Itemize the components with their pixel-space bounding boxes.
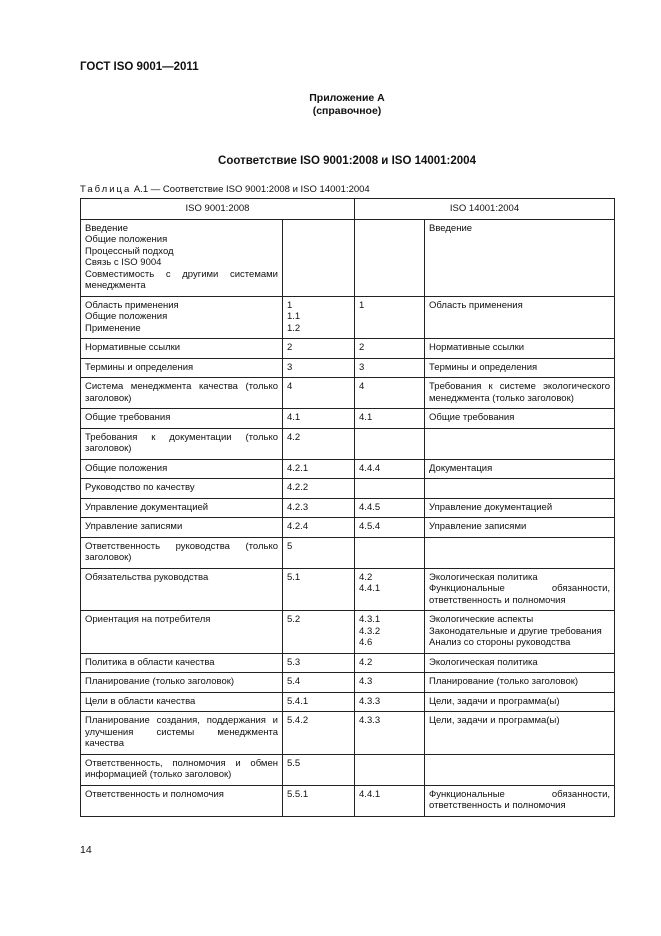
iso-14001-clause-cell [355,568,425,611]
iso-9001-section-line: Область применения [85,299,179,311]
table-caption-label: Таблица [80,184,132,195]
header-iso-9001: ISO 9001:2008 [81,199,355,220]
iso-14001-section-line: Функциональные обязанности, ответственность и полномочия [429,583,611,606]
iso-14001-section-line: Анализ со стороны руководства [429,637,571,648]
table-row [81,611,615,654]
iso-9001-section-line: Совместимость с другими системами менеджмента [85,268,278,291]
iso-9001-clause-cell [283,498,355,518]
table-row [81,653,615,673]
iso-14001-section-line: Область применения [429,299,523,311]
iso-14001-clause-line: 4.1 [359,412,373,423]
iso-9001-section-line: Введение [85,222,129,234]
iso-9001-clause-line: 4.2.4 [287,521,309,532]
iso-14001-section-line: Общие требования [429,412,515,423]
appendix-subtitle: (справочное) [312,105,382,117]
iso-14001-clause-cell [355,785,425,816]
table-row [81,537,615,568]
iso-9001-clause-line: 4.2 [287,431,301,443]
table-row [81,754,615,785]
iso-9001-clause-line: 4.2.3 [287,501,309,513]
table-row [81,339,615,359]
iso-14001-section-cell [425,219,615,296]
iso-9001-section-cell [81,692,283,712]
iso-14001-clause-line: 4.3.3 [359,715,381,726]
iso-14001-section-cell [425,378,615,409]
iso-9001-clause-cell [283,653,355,673]
iso-14001-clause-cell [355,459,425,479]
iso-14001-clause-line: 3 [359,361,365,373]
iso-9001-clause-line: 5.1 [287,571,301,583]
iso-9001-section-cell [81,219,283,296]
table-row [81,568,615,611]
iso-9001-clause-line: 4.2.2 [287,482,309,493]
iso-14001-clause-line: 4.3.2 [359,625,381,637]
table-caption [80,184,370,195]
iso-9001-section-cell [81,428,283,459]
table-header-row [81,199,615,220]
iso-9001-section-line: Система менеджмента качества (только заголовок) [85,381,278,404]
iso-14001-section-cell [425,339,615,359]
iso-14001-section-cell [425,479,615,499]
iso-14001-clause-cell [355,673,425,693]
iso-9001-clause-cell [283,378,355,409]
iso-9001-clause-line: 1 [287,299,293,311]
document-header: ГОСТ ISO 9001—2011 [80,61,199,73]
iso-9001-clause-line: 5.5.1 [287,788,309,800]
iso-9001-clause-cell [283,518,355,538]
iso-9001-clause-line: 4.1 [287,412,301,423]
iso-9001-section-line: Политика в области качества [85,656,215,668]
iso-14001-clause-cell [355,498,425,518]
iso-9001-section-line: Планирование создания, поддержания и улучшения системы менеджмента качества [85,715,278,749]
iso-9001-section-line: Связь с ISO 9004 [85,257,162,268]
iso-9001-section-cell [81,712,283,755]
iso-14001-section-cell [425,673,615,693]
appendix-heading [80,92,614,118]
iso-9001-section-cell [81,459,283,479]
iso-14001-clause-line: 4.2 [359,656,373,668]
iso-9001-section-line: Требования к документации (только заголовок) [85,431,278,454]
table-row [81,296,615,339]
iso-14001-clause-cell [355,479,425,499]
iso-9001-section-line: Ответственность и полномочия [85,788,224,800]
iso-9001-section-cell [81,358,283,378]
iso-14001-section-cell [425,712,615,755]
iso-14001-section-cell [425,358,615,378]
iso-14001-section-line: Документация [429,462,493,474]
iso-14001-section-cell [425,537,615,568]
iso-9001-clause-line: 5.4.1 [287,695,309,707]
iso-9001-clause-cell [283,409,355,429]
iso-9001-section-cell [81,653,283,673]
iso-9001-clause-line: 5.3 [287,656,301,668]
iso-9001-clause-line: 2 [287,342,293,353]
table-row [81,785,615,816]
iso-9001-clause-line: 5.4.2 [287,715,309,726]
iso-14001-clause-cell [355,428,425,459]
iso-14001-section-line: Цели, задачи и программа(ы) [429,695,560,707]
iso-9001-clause-line: 5.2 [287,614,301,625]
iso-9001-section-line: Планирование (только заголовок) [85,676,235,687]
iso-9001-section-line: Ответственность руководства (только заголовок) [85,540,278,563]
table-row [81,428,615,459]
iso-14001-section-cell [425,498,615,518]
iso-9001-clause-cell [283,358,355,378]
iso-9001-clause-cell [283,712,355,755]
iso-14001-section-line: Требования к системе экологического менеджмента (только заголовок) [429,381,611,404]
iso-14001-section-cell [425,785,615,816]
iso-9001-section-line: Ответственность, полномочия и обмен информацией (только заголовок) [85,757,278,780]
iso-14001-section-cell [425,653,615,673]
iso-14001-clause-line: 4.4.5 [359,501,381,513]
iso-14001-section-line: Управление документацией [429,501,553,513]
iso-14001-section-cell [425,409,615,429]
iso-9001-section-line: Руководство по качеству [85,482,195,493]
iso-9001-clause-cell [283,785,355,816]
iso-14001-clause-line: 4.2 [359,571,373,583]
iso-14001-section-cell [425,428,615,459]
iso-9001-section-cell [81,518,283,538]
iso-9001-clause-cell [283,296,355,339]
table-row [81,518,615,538]
iso-14001-section-line: Нормативные ссылки [429,342,525,353]
iso-9001-clause-cell [283,537,355,568]
iso-14001-clause-cell [355,378,425,409]
table-row [81,712,615,755]
iso-14001-clause-line: 4.6 [359,637,373,648]
iso-14001-section-cell [425,459,615,479]
iso-14001-section-line: Введение [429,222,473,234]
iso-14001-clause-cell [355,754,425,785]
iso-9001-section-cell [81,378,283,409]
table-row [81,219,615,296]
iso-14001-clause-cell [355,219,425,296]
iso-14001-clause-line: 1 [359,299,365,311]
iso-9001-clause-cell [283,692,355,712]
iso-14001-clause-line: 4.4.1 [359,583,381,594]
iso-9001-section-cell [81,611,283,654]
iso-9001-section-line: Обязательства руководства [85,571,209,583]
iso-14001-section-line: Экологическая политика [429,656,538,668]
iso-14001-clause-cell [355,358,425,378]
iso-9001-clause-cell [283,568,355,611]
iso-9001-section-cell [81,479,283,499]
iso-14001-section-cell [425,754,615,785]
iso-9001-clause-line: 1.2 [287,322,301,334]
iso-9001-section-line: Общие положения [85,311,168,322]
table-body [81,219,615,816]
iso-9001-section-line: Термины и определения [85,361,194,373]
iso-9001-clause-line: 3 [287,361,293,373]
iso-9001-section-line: Нормативные ссылки [85,342,181,353]
iso-9001-clause-cell [283,479,355,499]
iso-9001-clause-cell [283,611,355,654]
iso-14001-clause-cell [355,653,425,673]
iso-9001-section-cell [81,339,283,359]
table-row [81,673,615,693]
iso-14001-clause-cell [355,409,425,429]
iso-9001-clause-line: 4 [287,381,293,392]
iso-14001-section-line: Термины и определения [429,361,538,373]
iso-9001-clause-cell [283,428,355,459]
iso-14001-clause-line: 4.3 [359,676,373,687]
iso-9001-section-cell [81,673,283,693]
table-row [81,692,615,712]
iso-14001-section-line: Экологическая политика [429,571,538,583]
iso-14001-clause-cell [355,712,425,755]
correspondence-table [80,198,615,817]
header-iso-14001: ISO 14001:2004 [355,199,615,220]
iso-14001-section-cell [425,518,615,538]
iso-9001-clause-line: 5.4 [287,676,301,687]
iso-9001-section-line: Процессный подход [85,245,174,257]
iso-14001-section-cell [425,568,615,611]
iso-14001-clause-line: 4.3.3 [359,695,381,707]
iso-9001-clause-cell [283,754,355,785]
iso-9001-clause-line: 4.2.1 [287,462,309,474]
iso-14001-clause-line: 4.3.1 [359,614,381,625]
iso-14001-clause-line: 4 [359,381,365,392]
iso-14001-section-line: Экологические аспекты [429,614,534,625]
page-number: 14 [80,844,92,856]
table-row [81,358,615,378]
table-row [81,409,615,429]
iso-14001-section-line: Планирование (только заголовок) [429,676,579,687]
section-title: Соответствие ISO 9001:2008 и ISO 14001:2004 [218,155,476,167]
iso-14001-clause-line: 4.5.4 [359,521,381,532]
iso-14001-clause-cell [355,692,425,712]
iso-9001-section-cell [81,296,283,339]
table-row [81,479,615,499]
iso-14001-clause-line: 4.4.4 [359,462,381,474]
iso-9001-section-cell [81,754,283,785]
iso-9001-section-line: Управление записями [85,521,183,532]
iso-9001-section-line: Общие положения [85,234,168,245]
iso-9001-section-line: Применение [85,322,141,334]
iso-14001-clause-cell [355,339,425,359]
iso-14001-clause-line: 4.4.1 [359,788,381,800]
iso-14001-clause-cell [355,537,425,568]
iso-9001-section-cell [81,785,283,816]
iso-14001-section-cell [425,692,615,712]
iso-9001-section-line: Управление документацией [85,501,209,513]
appendix-title: Приложение А [309,92,385,104]
table-caption-text: А.1 — Соответствие ISO 9001:2008 и ISO 14001:2004 [133,184,370,195]
iso-14001-section-cell [425,611,615,654]
iso-14001-section-cell [425,296,615,339]
iso-9001-section-line: Цели в области качества [85,695,196,707]
iso-9001-section-line: Ориентация на потребителя [85,614,211,625]
iso-14001-section-line: Законодательные и другие требования [429,625,602,637]
iso-14001-clause-line: 2 [359,342,365,353]
iso-9001-section-line: Общие требования [85,412,171,423]
iso-9001-section-cell [81,498,283,518]
iso-9001-clause-line: 5.5 [287,757,301,769]
iso-14001-clause-cell [355,296,425,339]
iso-9001-clause-cell [283,339,355,359]
iso-9001-section-cell [81,409,283,429]
iso-9001-clause-cell [283,219,355,296]
table-row [81,378,615,409]
iso-9001-section-cell [81,568,283,611]
iso-9001-clause-cell [283,459,355,479]
iso-14001-section-line: Цели, задачи и программа(ы) [429,715,560,726]
iso-9001-clause-line: 5 [287,540,293,552]
table-row [81,498,615,518]
iso-14001-clause-cell [355,518,425,538]
iso-9001-section-cell [81,537,283,568]
iso-14001-clause-cell [355,611,425,654]
iso-14001-section-line: Функциональные обязанности, ответственность и полномочия [429,788,611,811]
iso-9001-clause-cell [283,673,355,693]
iso-14001-section-line: Управление записями [429,521,527,532]
table-row [81,459,615,479]
iso-9001-section-line: Общие положения [85,462,168,474]
iso-9001-clause-line: 1.1 [287,311,301,322]
